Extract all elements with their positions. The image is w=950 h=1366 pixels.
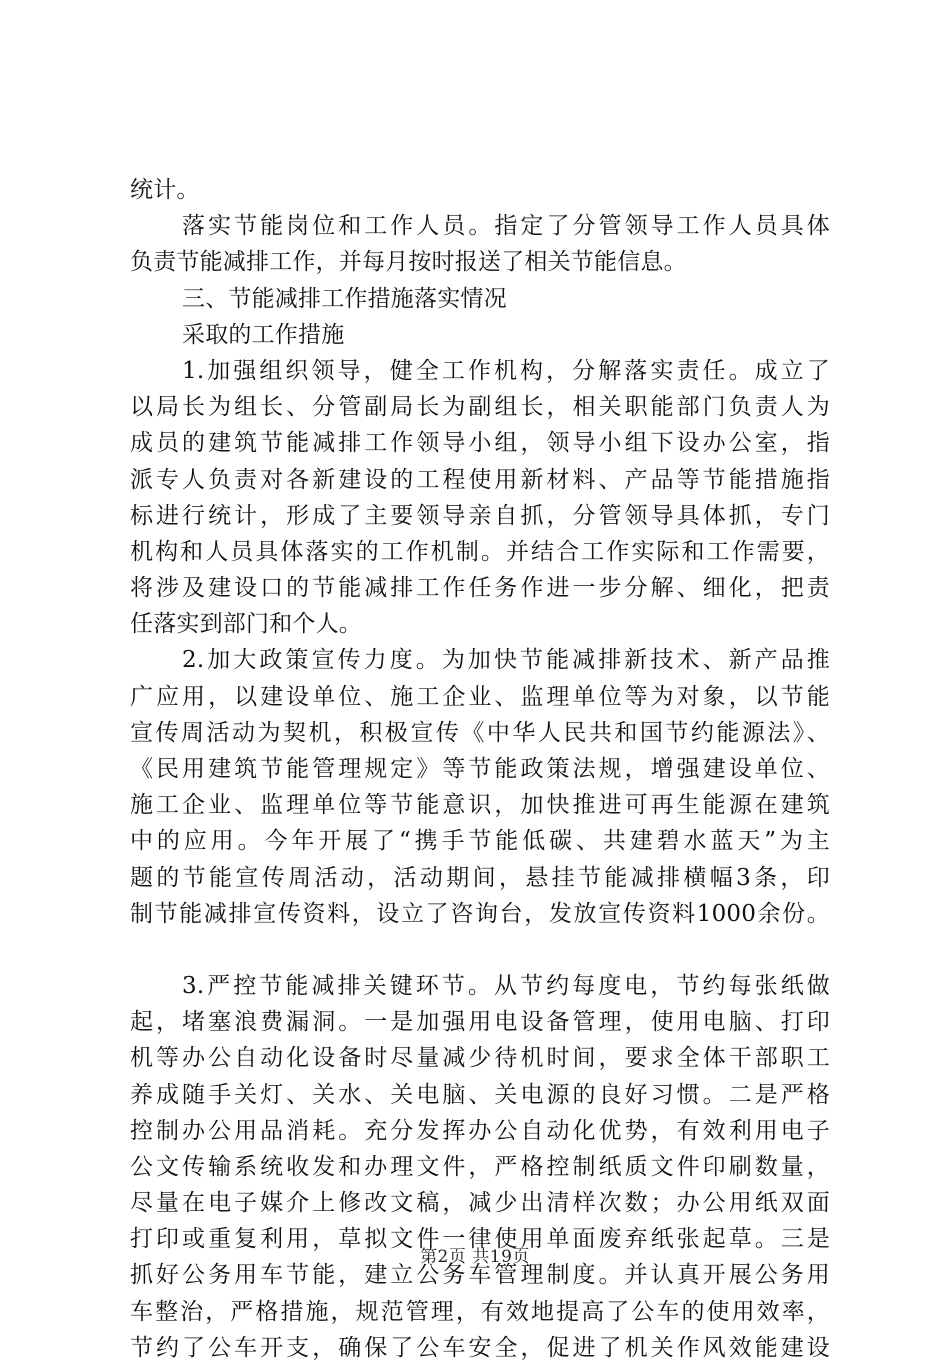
text-line: 1.加强组织领导，健全工作机构，分解落实责任。成立了 bbox=[182, 357, 830, 384]
text-line: 制节能减排宣传资料，设立了咨询台，发放宣传资料1000余份。 bbox=[130, 900, 830, 927]
text-line: 车整治，严格措施，规范管理，有效地提高了公车的使用效率， bbox=[130, 1298, 830, 1325]
text-line: 宣传周活动为契机，积极宣传《中华人民共和国节约能源法》、 bbox=[130, 719, 830, 746]
text-line: 广应用，以建设单位、施工企业、监理单位等为对象，以节能 bbox=[130, 683, 830, 710]
text-line: 标进行统计，形成了主要领导亲自抓，分管领导具体抓，专门 bbox=[130, 502, 830, 529]
text-line: 2.加大政策宣传力度。为加快节能减排新技术、新产品推 bbox=[182, 647, 830, 674]
page-number-footer: 第2页 共19页 bbox=[420, 1247, 530, 1267]
text-line: 统计。 bbox=[130, 177, 200, 203]
text-line: 养成随手关灯、关水、关电脑、关电源的良好习惯。二是严格 bbox=[130, 1081, 830, 1108]
paragraph-gap bbox=[130, 932, 830, 968]
text-line: 公文传输系统收发和办理文件，严格控制纸质文件印刷数量， bbox=[130, 1153, 830, 1180]
text-line: 任落实到部门和个人。 bbox=[130, 611, 362, 638]
text-line: 节约了公车开支，确保了公车安全，促进了机关作风效能建设 bbox=[130, 1334, 830, 1361]
subheading: 采取的工作措施 bbox=[182, 321, 345, 348]
text-line: 《民用建筑节能管理规定》等节能政策法规，增强建设单位、 bbox=[130, 756, 830, 782]
text-line: 落实节能岗位和工作人员。指定了分管领导工作人员具体 bbox=[182, 213, 830, 240]
text-line: 负责节能减排工作，并每月按时报送了相关节能信息。 bbox=[130, 249, 687, 276]
text-line: 起，堵塞浪费漏洞。一是加强用电设备管理，使用电脑、打印 bbox=[130, 1009, 830, 1036]
text-line: 成员的建筑节能减排工作领导小组，领导小组下设办公室，指 bbox=[130, 430, 830, 457]
text-line: 打印或重复利用，草拟文件一律使用单面废弃纸张起草。三是 bbox=[130, 1226, 830, 1253]
text-line: 机等办公自动化设备时尽量减少待机时间，要求全体干部职工 bbox=[130, 1045, 830, 1072]
text-line: 尽量在电子媒介上修改文稿，减少出清样次数；办公用纸双面 bbox=[130, 1190, 830, 1217]
section-heading: 三、节能减排工作措施落实情况 bbox=[182, 285, 507, 312]
text-line: 控制办公用品消耗。充分发挥办公自动化优势，有效利用电子 bbox=[130, 1117, 830, 1144]
text-line: 施工企业、监理单位等节能意识，加快推进可再生能源在建筑 bbox=[130, 792, 830, 819]
text-line: 中的应用。今年开展了“携手节能低碳、共建碧水蓝天”为主 bbox=[130, 828, 830, 855]
text-line: 3.严控节能减排关键环节。从节约每度电，节约每张纸做 bbox=[182, 972, 830, 999]
text-line: 机构和人员具体落实的工作机制。并结合工作实际和工作需要， bbox=[130, 538, 830, 565]
text-line: 将涉及建设口的节能减排工作任务作进一步分解、细化，把责 bbox=[130, 575, 830, 602]
text-line: 派专人负责对各新建设的工程使用新材料、产品等节能措施指 bbox=[130, 466, 830, 493]
text-line: 题的节能宣传周活动，活动期间，悬挂节能减排横幅3条，印 bbox=[130, 864, 830, 891]
text-line: 以局长为组长、分管副局长为副组长，相关职能部门负责人为 bbox=[130, 394, 830, 421]
text-line: 抓好公务用车节能，建立公务车管理制度。并认真开展公务用 bbox=[130, 1262, 830, 1289]
body-text bbox=[130, 172, 830, 1366]
